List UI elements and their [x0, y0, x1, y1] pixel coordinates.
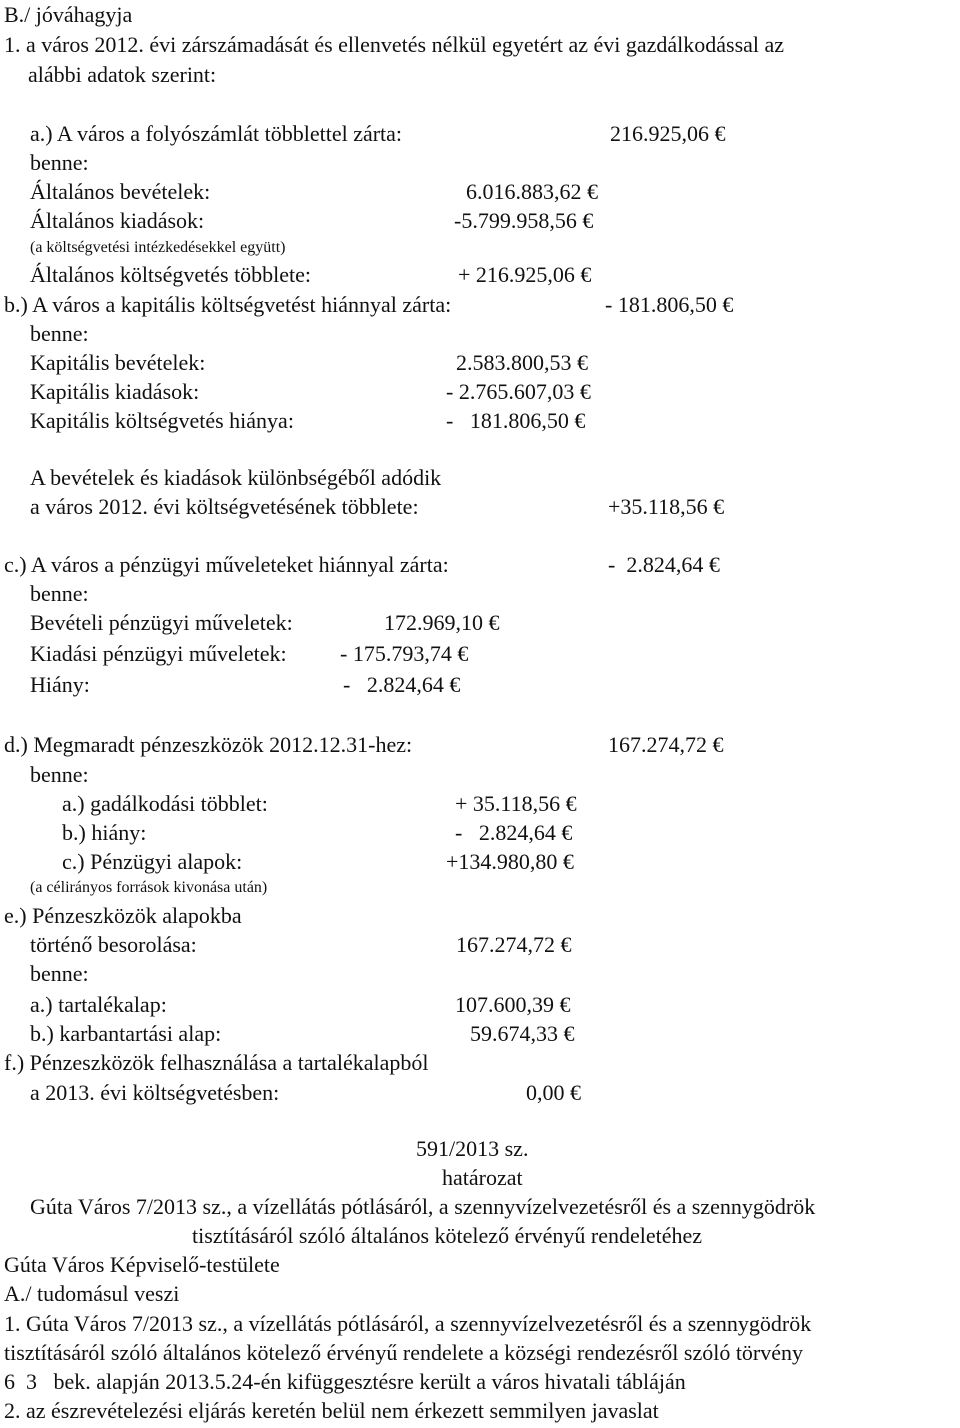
section-c-row-label: Bevételi pénzügyi műveletek: [30, 610, 293, 635]
section-e-line-2-value: 167.274,72 € [456, 932, 572, 957]
section-d-title: d.) Megmaradt pénzeszközök 2012.12.31-hez: [4, 732, 413, 757]
section-b-row-value: - 181.806,50 € [446, 408, 586, 433]
section-d-row-label: a.) gadálkodási többlet: [62, 791, 268, 816]
section-c-row-value: 172.969,10 € [384, 610, 500, 635]
resolution-body: Gúta Város Képviselő-testülete [4, 1252, 280, 1277]
resolution-a-heading: A./ tudomásul veszi [4, 1281, 180, 1306]
intro-line-1: 1. a város 2012. évi zárszámadását és ellenvetés nélkül egyetért az évi gazdálkodással az [4, 32, 785, 57]
section-c-row-value: - 2.824,64 € [343, 672, 461, 697]
section-d-row-label: c.) Pénzügyi alapok: [62, 849, 243, 874]
section-d-row-value: + 35.118,56 € [455, 791, 577, 816]
section-a-row-value: 6.016.883,62 € [466, 179, 598, 204]
section-a-row-label: Általános kiadások: [30, 208, 205, 233]
section-c-value: - 2.824,64 € [608, 552, 720, 577]
resolution-subject-line-2: tisztításáról szóló általános kötelező érvényű rendeletéhez [192, 1223, 703, 1248]
section-e-row-value: 59.674,33 € [470, 1021, 575, 1046]
section-f-line-2-label: a 2013. évi költségvetésben: [30, 1080, 280, 1105]
section-f-line-2-value: 0,00 € [526, 1080, 581, 1105]
section-b-row-label: Kapitális bevételek: [30, 350, 206, 375]
section-f-title: f.) Pénzeszközök felhasználása a tartalékalapból [4, 1050, 429, 1075]
section-c-row-label: Kiadási pénzügyi műveletek: [30, 641, 287, 666]
section-a-value: 216.925,06 € [610, 121, 726, 146]
section-a-row-label: Általános bevételek: [30, 179, 211, 204]
section-b-row-value: - 2.765.607,03 € [446, 379, 591, 404]
section-b-summary-line-2: a város 2012. évi költségvetésének többlete: [30, 494, 419, 519]
section-b-title: b.) A város a kapitális költségvetést hiánnyal zárta: [4, 292, 452, 317]
section-d-note: (a célirányos források kivonása után) [30, 879, 268, 896]
section-b-benne: benne: [30, 321, 89, 346]
section-d-row-label: b.) hiány: [62, 820, 147, 845]
section-b-row-label: Kapitális költségvetés hiánya: [30, 408, 294, 433]
heading-b: B./ jóváhagyja [4, 2, 133, 27]
section-c-title: c.) A város a pénzügyi műveleteket hiánnyal zárta: [4, 552, 449, 577]
resolution-item-line: 6 3 bek. alapján 2013.5.24-én kifüggesztésre került a város hivatali tábláján [4, 1369, 686, 1394]
section-b-row-value: 2.583.800,53 € [456, 350, 588, 375]
resolution-item-line: tisztításáról szóló általános kötelező érvényű rendelete a községi rendezésről szóló törvény [4, 1340, 804, 1365]
section-c-benne: benne: [30, 581, 89, 606]
section-d-row-value: +134.980,80 € [446, 849, 574, 874]
section-a-surplus-label: Általános költségvetés többlete: [30, 262, 312, 287]
section-b-value: - 181.806,50 € [605, 292, 734, 317]
section-a-benne: benne: [30, 150, 89, 175]
section-d-value: 167.274,72 € [608, 732, 724, 757]
section-c-row-value: - 175.793,74 € [340, 641, 469, 666]
section-c-row-label: Hiány: [30, 672, 90, 697]
section-e-line-2-label: történő besorolása: [30, 932, 197, 957]
section-e-title: e.) Pénzeszközök alapokba [4, 903, 242, 928]
resolution-item-line: 1. Gúta Város 7/2013 sz., a vízellátás pótlásáról, a szennyvízelvezetésről és a szennygödrök [4, 1311, 812, 1336]
section-e-benne: benne: [30, 961, 89, 986]
section-d-row-value: - 2.824,64 € [455, 820, 573, 845]
section-e-row-label: b.) karbantartási alap: [30, 1021, 222, 1046]
resolution-subject-line-1: Gúta Város 7/2013 sz., a vízellátás pótlásáról, a szennyvízelvezetésről és a szennygödrök [30, 1194, 816, 1219]
section-b-summary-value: +35.118,56 € [608, 494, 725, 519]
section-e-row-label: a.) tartalékalap: [30, 992, 167, 1017]
section-a-surplus-value: + 216.925,06 € [458, 262, 592, 287]
section-d-benne: benne: [30, 762, 89, 787]
resolution-item-line: 2. az észrevételezési eljárás keretén belül nem érkezett semmilyen javaslat [4, 1398, 659, 1423]
section-e-row-value: 107.600,39 € [455, 992, 571, 1017]
resolution-type: határozat [442, 1165, 523, 1190]
section-a-row-value: -5.799.958,56 € [454, 208, 594, 233]
resolution-number: 591/2013 sz. [416, 1136, 529, 1161]
intro-line-2: alábbi adatok szerint: [28, 62, 217, 87]
section-a-title: a.) A város a folyószámlát többlettel zárta: [30, 121, 403, 146]
section-b-row-label: Kapitális kiadások: [30, 379, 200, 404]
section-b-summary-line-1: A bevételek és kiadások különbségéből adódik [30, 465, 442, 490]
section-a-note: (a költségvetési intézkedésekkel együtt) [30, 239, 286, 256]
